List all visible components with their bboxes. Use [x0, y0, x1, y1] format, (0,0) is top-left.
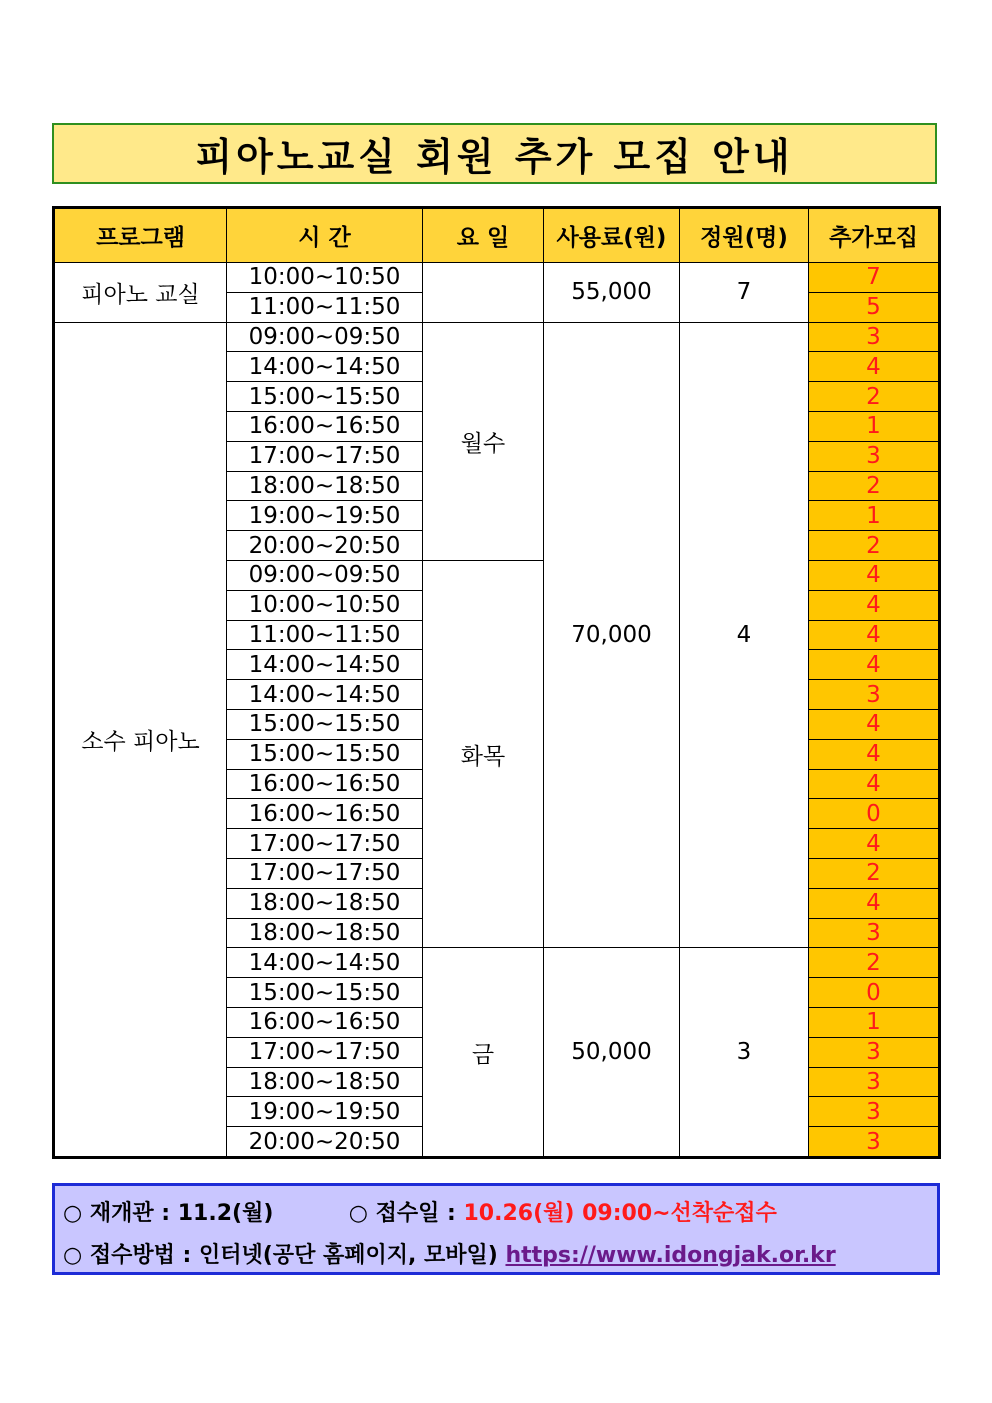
- time-cell: 14:00~14:50: [227, 948, 423, 978]
- extra-count-cell: 3: [809, 322, 940, 352]
- schedule-table: [52, 206, 941, 1159]
- time-cell: 15:00~15:50: [227, 709, 423, 739]
- info-box: [52, 1183, 940, 1275]
- extra-count-cell: 1: [809, 411, 940, 441]
- time-cell: 16:00~16:50: [227, 769, 423, 799]
- header-row: [54, 208, 940, 263]
- extra-count-cell: 1: [809, 1007, 940, 1037]
- header-program: 프로그램: [54, 208, 227, 263]
- extra-count-cell: 3: [809, 441, 940, 471]
- table-row: [54, 322, 940, 352]
- time-cell: 19:00~19:50: [227, 501, 423, 531]
- time-cell: 14:00~14:50: [227, 352, 423, 382]
- extra-count-cell: 2: [809, 382, 940, 412]
- time-cell: 09:00~09:50: [227, 560, 423, 590]
- bullet-icon: ○: [63, 1243, 83, 1268]
- extra-count-cell: 4: [809, 739, 940, 769]
- info-line-2: [63, 1238, 836, 1269]
- fee-cell: 70,000: [544, 322, 680, 948]
- website-link[interactable]: https://www.idongjak.or.kr: [505, 1243, 836, 1268]
- extra-count-cell: 2: [809, 858, 940, 888]
- header-capacity: 정원(명): [680, 208, 809, 263]
- time-cell: 18:00~18:50: [227, 888, 423, 918]
- time-cell: 20:00~20:50: [227, 1127, 423, 1158]
- time-cell: 10:00~10:50: [227, 590, 423, 620]
- capacity-cell: 4: [680, 322, 809, 948]
- time-cell: 18:00~18:50: [227, 1067, 423, 1097]
- time-cell: 11:00~11:50: [227, 292, 423, 322]
- fee-cell: 50,000: [544, 948, 680, 1158]
- extra-count-cell: 5: [809, 292, 940, 322]
- extra-count-cell: 3: [809, 918, 940, 948]
- extra-count-cell: 0: [809, 978, 940, 1008]
- header-day: 요 일: [423, 208, 544, 263]
- extra-count-cell: 3: [809, 1127, 940, 1158]
- time-cell: 17:00~17:50: [227, 1037, 423, 1067]
- table-row: [54, 263, 940, 293]
- time-cell: 09:00~09:50: [227, 322, 423, 352]
- day-cell: [423, 263, 544, 323]
- receipt-value: 10.26(월) 09:00~선착순접수: [463, 1201, 777, 1226]
- extra-count-cell: 2: [809, 471, 940, 501]
- time-cell: 17:00~17:50: [227, 829, 423, 859]
- time-cell: 20:00~20:50: [227, 531, 423, 561]
- time-cell: 16:00~16:50: [227, 411, 423, 441]
- capacity-cell: 3: [680, 948, 809, 1158]
- extra-count-cell: 4: [809, 650, 940, 680]
- time-cell: 18:00~18:50: [227, 471, 423, 501]
- time-cell: 16:00~16:50: [227, 799, 423, 829]
- day-cell: 화목: [423, 560, 544, 947]
- time-cell: 18:00~18:50: [227, 918, 423, 948]
- receipt-label: 접수일 :: [375, 1201, 464, 1226]
- day-cell: 월수: [423, 322, 544, 560]
- extra-count-cell: 4: [809, 560, 940, 590]
- time-cell: 15:00~15:50: [227, 978, 423, 1008]
- time-cell: 15:00~15:50: [227, 382, 423, 412]
- day-cell: 금: [423, 948, 544, 1158]
- extra-count-cell: 3: [809, 1097, 940, 1127]
- extra-count-cell: 4: [809, 352, 940, 382]
- time-cell: 17:00~17:50: [227, 441, 423, 471]
- extra-count-cell: 4: [809, 888, 940, 918]
- extra-count-cell: 4: [809, 769, 940, 799]
- extra-count-cell: 4: [809, 829, 940, 859]
- extra-count-cell: 4: [809, 620, 940, 650]
- time-cell: 10:00~10:50: [227, 263, 423, 293]
- page-title: 피아노교실 회원 추가 모집 안내: [195, 135, 794, 179]
- time-cell: 14:00~14:50: [227, 650, 423, 680]
- reopen-text: 재개관 : 11.2(월): [89, 1201, 274, 1226]
- header-time: 시 간: [227, 208, 423, 263]
- extra-count-cell: 3: [809, 1067, 940, 1097]
- extra-count-cell: 3: [809, 680, 940, 710]
- extra-count-cell: 7: [809, 263, 940, 293]
- fee-cell: 55,000: [544, 263, 680, 323]
- extra-count-cell: 1: [809, 501, 940, 531]
- title-banner: [52, 123, 937, 184]
- extra-count-cell: 2: [809, 948, 940, 978]
- capacity-cell: 7: [680, 263, 809, 323]
- extra-count-cell: 4: [809, 709, 940, 739]
- header-extra: 추가모집: [809, 208, 940, 263]
- header-fee: 사용료(원): [544, 208, 680, 263]
- time-cell: 11:00~11:50: [227, 620, 423, 650]
- program-cell: 피아노 교실: [54, 263, 227, 323]
- table-body: [54, 263, 940, 1158]
- bullet-icon: ○: [348, 1201, 368, 1226]
- info-line-1: [63, 1196, 777, 1227]
- time-cell: 17:00~17:50: [227, 858, 423, 888]
- extra-count-cell: 2: [809, 531, 940, 561]
- time-cell: 19:00~19:50: [227, 1097, 423, 1127]
- time-cell: 16:00~16:50: [227, 1007, 423, 1037]
- program-cell: 소수 피아노: [54, 322, 227, 1157]
- method-text: 접수방법 : 인터넷(공단 홈페이지, 모바일): [89, 1243, 498, 1268]
- extra-count-cell: 3: [809, 1037, 940, 1067]
- time-cell: 14:00~14:50: [227, 680, 423, 710]
- bullet-icon: ○: [63, 1201, 83, 1226]
- extra-count-cell: 0: [809, 799, 940, 829]
- extra-count-cell: 4: [809, 590, 940, 620]
- time-cell: 15:00~15:50: [227, 739, 423, 769]
